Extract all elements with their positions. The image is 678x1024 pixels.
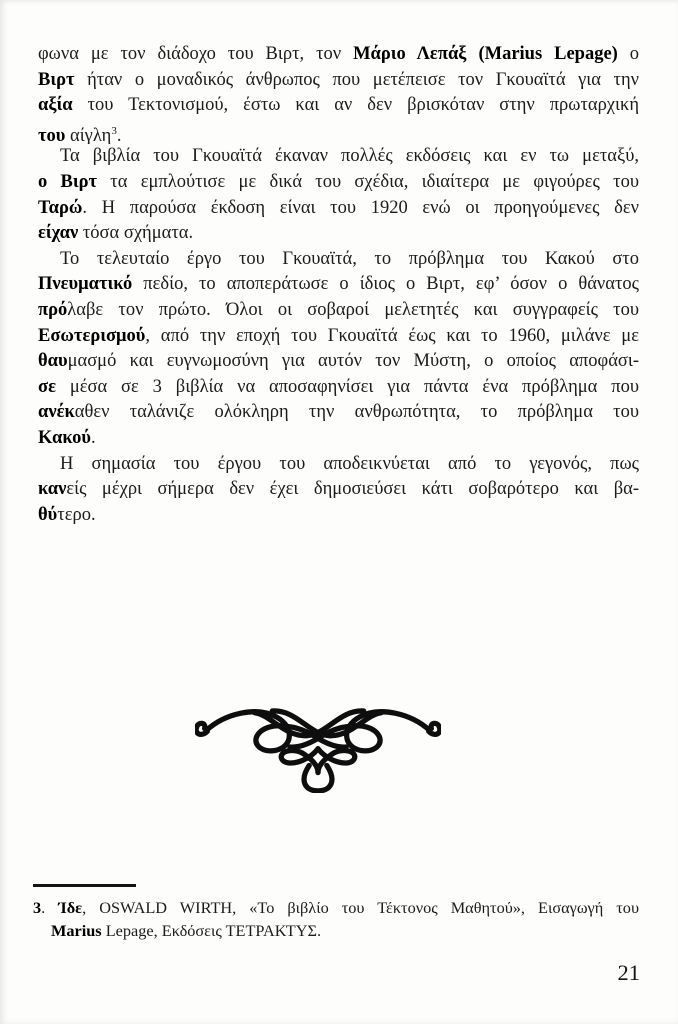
bold-text: Ίδε <box>58 898 83 917</box>
paragraph <box>38 452 639 529</box>
text-run: ο <box>617 44 639 64</box>
footnote <box>33 897 639 942</box>
text-run: είς μέχρι σήμερα δεν έχει δημοσιεύσει κάτι σοβαρότερο και βα- <box>66 479 639 500</box>
text-line <box>38 503 639 529</box>
text-line <box>38 119 639 145</box>
text-line <box>38 298 639 324</box>
bold-text: Βιρτ <box>38 69 75 90</box>
bold-text: Πνευματικό <box>38 274 133 295</box>
text-run: . <box>41 898 59 917</box>
bold-text: καν <box>38 479 67 500</box>
text-run: ήταν ο μοναδικός άνθρωπος που μετέπεισε τον Γκουαϊτά για την <box>74 69 639 90</box>
bold-text: του <box>38 125 66 145</box>
text-run: Το τελευταίο έργο του Γκουαϊτά, το πρόβλημα του Κακού στο <box>60 248 639 269</box>
bold-text: αξία <box>38 95 73 116</box>
text-run: του Τεκτονισμού, έστω και αν δεν βρισκόταν στην πρωταρχική <box>72 95 639 116</box>
text-line <box>38 272 639 298</box>
text-line <box>33 897 639 920</box>
text-line <box>38 324 639 350</box>
text-line <box>33 920 639 943</box>
text-line <box>38 375 639 401</box>
text-run: λαβε τον πρώτο. Όλοι οι σοβαροί μελετητές και συγγραφείς του <box>67 299 639 320</box>
footnote-reference: 3 <box>111 124 117 137</box>
text-run: τόσα σχήματα. <box>78 223 194 244</box>
bold-text: Κακού <box>38 427 91 448</box>
text-line <box>38 170 639 196</box>
page-number: 21 <box>617 960 640 985</box>
bold-text: σε <box>38 376 56 397</box>
text-run: Τα βιβλία του Γκουαϊτά έκαναν πολλές εκδόσεις και εν τω μεταξύ, <box>60 146 639 167</box>
text-run: τα εμπλούτισε με δικά του σχέδια, ιδιαίτερα με φιγούρες του <box>97 171 639 192</box>
text-line <box>38 93 639 119</box>
text-run: μέσα σε 3 βιβλία να αποσαφηνίσει για πάντα ένα πρόβλημα που <box>55 376 639 397</box>
text-run: μασμό και ευγνωμοσύνη για αυτόν τον Μύστη, ο οποίος αποφάσι- <box>67 351 639 372</box>
bold-text: Ταρώ <box>38 197 83 218</box>
text-run: , OSWALD WIRTH, «Το βιβλίο του Τέκτονος Μαθητού», Εισαγωγή του <box>82 898 639 917</box>
text-run: φωνα με τον διάδοχο του Βιρτ, τον <box>38 44 354 64</box>
text-run: αθεν ταλάνιζε ολόκληρη την ανθρωπότητα, το πρόβλημα του <box>74 402 639 423</box>
text-line <box>38 400 639 426</box>
bold-text: είχαν <box>38 223 79 244</box>
text-run: . Η παρούσα έκδοση είναι του 1920 ενώ οι προηγούμενες δεν <box>82 197 639 218</box>
paragraph <box>38 247 639 452</box>
text-run: Η σημασία του έργου του αποδεικνύεται από το γεγονός, πως <box>60 453 639 474</box>
text-run: . <box>90 427 96 448</box>
bold-text: 3 <box>33 898 42 917</box>
text-run: αίγλη <box>65 125 112 145</box>
text-run: , από την εποχή του Γκουαϊτά έως και το 1960, μιλάνε με <box>145 325 639 346</box>
body-text <box>38 42 639 528</box>
paragraph <box>38 144 639 246</box>
text-line <box>38 144 639 170</box>
bold-text: Εσωτερισμού <box>38 325 146 346</box>
paragraph <box>38 42 639 144</box>
text-run: πεδίο, το αποπεράτωσε ο ίδιος ο Βιρτ, εφ’ όσον ο θάνατος <box>132 274 639 295</box>
text-line <box>38 477 639 503</box>
text-line <box>38 426 639 452</box>
text-line <box>38 452 639 478</box>
text-run: Lepage, Εκδόσεις ΤΕΤΡΑΚΤΥΣ. <box>101 920 322 940</box>
text-line <box>38 42 639 68</box>
text-line <box>38 349 639 375</box>
text-line <box>38 247 639 273</box>
text-line <box>38 221 639 247</box>
bold-text: θαυ <box>38 351 68 372</box>
bold-text: ο Βιρτ <box>38 171 98 192</box>
bold-text: θύ <box>38 504 58 525</box>
footnote-rule <box>33 884 136 887</box>
bold-text: πρό <box>38 299 68 320</box>
bold-text: ανέκ <box>38 402 75 423</box>
bold-text: Marius <box>51 920 102 940</box>
text-line <box>38 196 639 222</box>
text-run: τερο. <box>57 504 96 525</box>
text-run: . <box>116 125 122 145</box>
text-line <box>38 68 639 94</box>
printers-ornament <box>195 694 441 793</box>
bold-text: Μάριο Λεπάξ (Marius Lepage) <box>353 44 618 64</box>
